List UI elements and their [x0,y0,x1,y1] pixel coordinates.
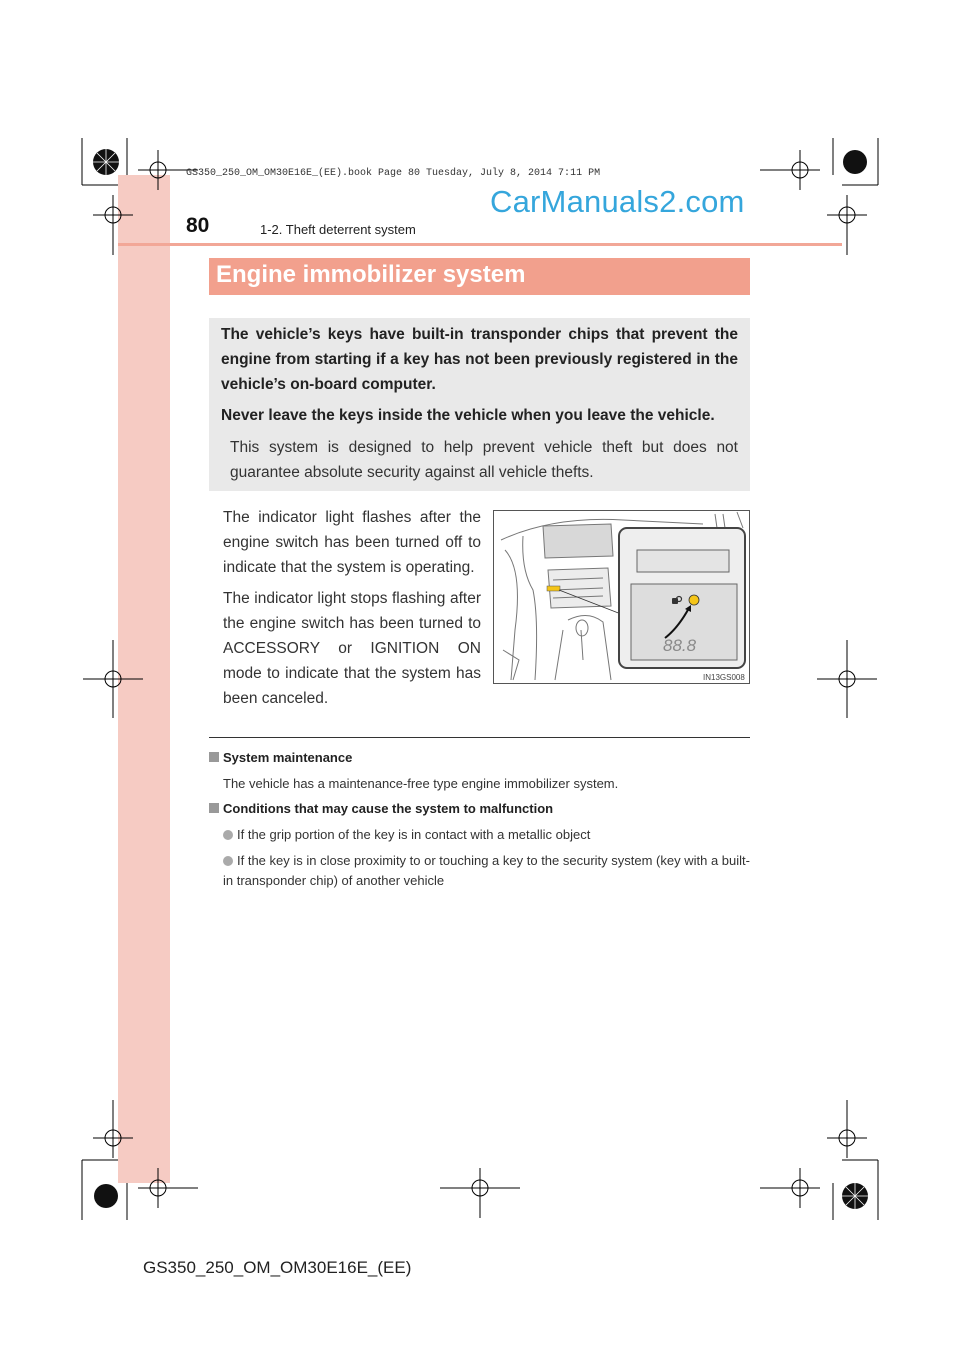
malfunction-bullet-1: If the grip portion of the key is in contact with a metallic object [223,825,590,845]
title-bar [209,258,750,295]
page-number: 80 [186,214,210,237]
display-readout: 88.8 [663,636,697,655]
note-maintenance-title: System maintenance [209,750,352,765]
section-label: 1-2. Theft deterrent system [260,222,416,237]
section-divider [209,737,750,738]
intro-lead: The vehicle’s keys have built-in transponder chips that prevent the engine from starting if a key has not been previously registered in the vehicle’s on-board computer. [221,326,738,393]
crosshair-right-lower [827,1100,867,1158]
square-bullet-icon [209,803,219,813]
body-paragraph-2: The indicator light stops flashing after the engine switch has been turned to ACCESSORY or IGNITION ON mode to indicate that the system has been canceled. [223,590,481,707]
crosshair-left-upper [93,195,133,255]
intro-warning: Never leave the keys inside the vehicle when you leave the vehicle. [221,407,715,424]
intro-box [209,318,750,491]
note-malfunction-title: Conditions that may cause the system to malfunction [209,801,553,816]
starburst-top-left [93,149,119,175]
square-bullet-icon [209,752,219,762]
starburst-bottom-right [842,1183,868,1209]
crosshair-left-middle [83,640,143,718]
page-title: Engine immobilizer system [216,261,526,288]
dot-target-bottom-left [94,1184,118,1208]
crosshair-right-upper [827,195,867,255]
dot-target-top-right [843,150,867,174]
footer-document-code: GS350_250_OM_OM30E16E_(EE) [143,1258,412,1277]
malfunction-bullet-2: If the key is in close proximity to or touching a key to the security system (key with a built-in transponder chip) of another vehicle [223,853,750,888]
watermark-link[interactable]: CarManuals2.com [490,184,745,219]
crosshair-bottom-left [138,1168,198,1208]
header-rule [118,243,842,246]
print-info-line: GS350_250_OM_OM30E16E_(EE).book Page 80 Tuesday, July 8, 2014 7:11 PM [186,168,601,179]
intro-note: This system is designed to help prevent vehicle theft but does not guarantee absolute security against all vehicle thefts. [230,439,738,481]
circle-bullet-icon [223,856,233,866]
crosshair-top-right [760,150,820,190]
indicator-light [689,595,699,605]
crosshair-right-middle [817,640,877,718]
note-maintenance-body: The vehicle has a maintenance-free type engine immobilizer system. [223,776,619,791]
indicator-figure [493,510,750,684]
figure-code: IN13GS008 [703,673,745,682]
body-paragraph-1: The indicator light flashes after the engine switch has been turned off to indicate that the system is operating. [223,509,481,576]
crosshair-bottom-right [760,1168,820,1208]
circle-bullet-icon [223,830,233,840]
crosshair-left-lower [93,1100,133,1158]
crosshair-bottom-center [440,1168,520,1218]
